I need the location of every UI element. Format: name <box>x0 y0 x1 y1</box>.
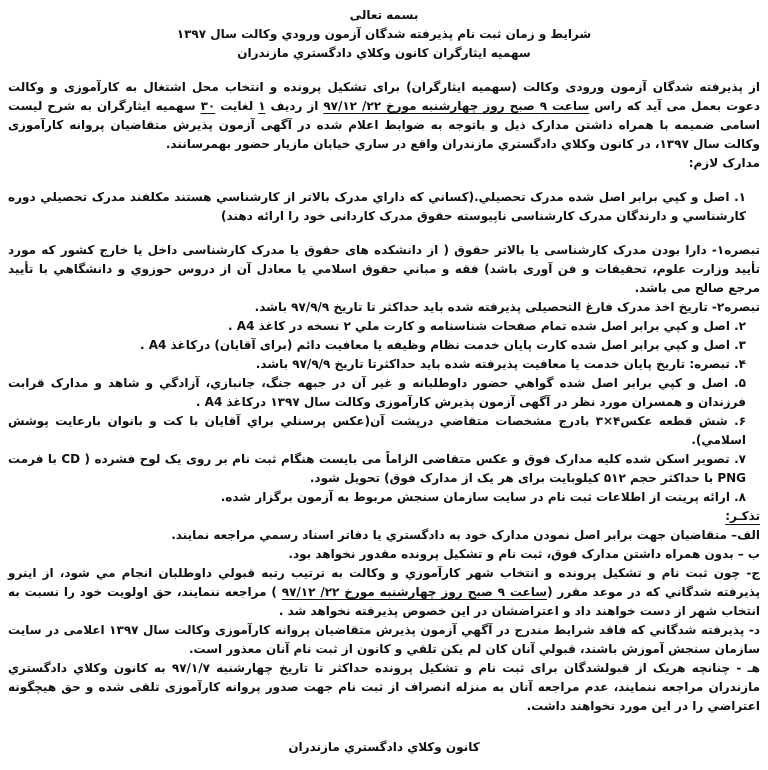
signature: کانون وکلاي دادگستري مازندران <box>288 740 480 754</box>
doc-item-1: ۱. اصل و کپي برابر اصل شده مدرک تحصیلي.(کساني که داراي مدرک بالاتر از کارشناسي هستند مکلفند مدرک تحصیلي دوره کارشناسي و دارندگان مدرک کارشناسی ناپیوسته حقوق مدرک کاردانی خود را ارائه دهند) <box>8 190 746 223</box>
intro-text-2: از ردیف <box>265 99 324 113</box>
doc-item-7: ۷. تصویر اسکن شده کلیه مدارک فوق و عکس متقاضی الزاماً می بایست هنگام ثبت نام بر روی یک لوح فشرده ( CD با فرمت PNG با حداکثر حجم ۵۱۲ کیلوبایت برای هر یک از مدارک فوق) تحویل شود. <box>8 452 746 485</box>
notice-item-c <box>8 564 760 621</box>
doc-item-5: ۵. اصل و کپي برابر اصل شده گواهي حضور داوطلبانه و غیر آن در جبهه جنگ، جانبازي، آزادگي و شاهد و مدارک قرابت فرزندان و همسران مورد نظر در آگهی آزمون پذیرش کارآموزی وکالت سال ۱۳۹۷ درکاغذ A4 . <box>8 376 746 409</box>
notices-heading: تذکـر: <box>725 509 760 523</box>
doc-item-2: ۲. اصل و کپي برابر اصل شده تمام صفحات شناسنامه و کارت ملي ۲ نسخه در کاغذ A4 . <box>228 319 746 333</box>
document-title-line1: شرایط و زمان ثبت نام پذیرفته شدگان آزمون ورودي وکالت سال ۱۳۹۷ <box>176 27 592 41</box>
notice-c-text-1: ج- چون ثبت نام و تشکیل پرونده و انتخاب شهر کارآموزي و وکالت به ترتیب رتبه قبولي داوطلبان انجام مي شود، از اینرو پذیرفته شدگاني که در موعد مقرر ( <box>8 566 761 599</box>
intro-paragraph <box>8 78 760 154</box>
doc-note-2: تبصره۲- تاریخ اخذ مدرک فارغ التحصیلی پذیرفته شده باید حداکثر تا تاریخ ۹۷/۹/۹ باشد. <box>254 300 760 314</box>
doc-item-6: ۶. شش قطعه عکس۴×۳ بادرج مشخصات متقاضي درپشت آن(عکس پرسنلي براي آقایان با کت و بانوان بارعایت پوشش اسلامي). <box>8 414 747 447</box>
intro-text-1: از پذیرفته شدگان آزمون ورودی وکالت (سهمیه ایثارگران) برای تشکیل پرونده و انتخاب محل اشتغال به کارآموزی و وکالت دعوت بعمل می آید که راس <box>8 80 761 113</box>
registration-datetime: ساعت ۹ صبح روز چهارشنبه مورخ ۲۲/ ۹۷/۱۲ <box>323 99 590 113</box>
notice-c-datetime: ساعت ۹ صبح روز چهارشنبه مورخ ۲۲/ ۹۷/۱۲ <box>281 585 548 599</box>
doc-note-1: تبصره۱- دارا بودن مدرک کارشناسی یا بالاتر حقوق ( از دانشکده های حقوق یا مدرک کارشناسی داخل یا خارج کشور که مورد تأیید وزارت علوم، تحقیقات و فن آوری باشد) فقه و مباني حقوق اسلامي یا معادل آن از دروس حوزوي و دانشگاهي با تأیید مرجع صالح می باشد. <box>8 243 760 295</box>
doc-item-3: ۳. اصل و کپي برابر اصل شده کارت پایان خدمت نظام وظیفه یا معافیت دائم (برای آقایان) درکاغذ A4 . <box>140 338 746 352</box>
document-title-line2: سهمیه ایثارگران کانون وکلاي دادگستري مازندران <box>237 46 531 60</box>
bismillah: بسمه تعالی <box>349 8 419 22</box>
intro-text-3: لغایت <box>215 99 259 113</box>
required-docs-heading: مدارک لازم: <box>688 156 760 170</box>
intro-text-4: سهمیه ایثارگران به شرح لیست اسامی ضمیمه با همراه داشتن مدارک ذیل و باتوجه به ضوابط اعلام شده در آگهی آزمون پذیرش متقاضیان پروانه کارآموزی وکالت سال ۱۳۹۷، در کانون وکلاي دادگستري مازندران واقع در ساري خیابان مازیار حضور بهمرسانند. <box>8 99 760 151</box>
notice-c-text-2: ) مراجعه ننمایند، حق اولویت خود را نسبت به انتخاب شهر از دست خواهند داد و اعتراضشان در این خصوص پذیرفته نخواهد شد . <box>8 585 760 618</box>
notice-item-d: د- پذیرفته شدگاني که فاقد شرایط مندرج در آگهي آزمون پذیرش متقاضیان پروانه کارآموزی وکالت سال ۱۳۹۷ اعلامی در سایت سازمان سنجش آموزش باشند، قبولي آنان کان لم یکن تلقي و کانون از ثبت نام آنان معذور است. <box>8 623 760 656</box>
row-to-number: ۳۰ <box>200 99 216 113</box>
notice-item-a: الف– متقاضیان جهت برابر اصل نمودن مدارک خود به دادگستري یا دفاتر اسناد رسمي مراجعه نمایند. <box>171 528 760 542</box>
doc-item-4: ۴. تبصره: تاریخ پایان خدمت یا معافیت پذیرفته شده باید حداکثرتا تاریخ ۹۷/۹/۹ باشد. <box>255 357 746 371</box>
doc-item-8: ۸. ارائه پرینت از اطلاعات ثبت نام در سایت سازمان سنجش مربوط به آزمون برگزار شده. <box>220 490 746 504</box>
notice-item-b: ب – بدون همراه داشتن مدارک فوق، ثبت نام و تشکیل پرونده مقدور نخواهد بود. <box>288 547 760 561</box>
notice-item-e: هـ - چنانچه هریک از قبولشدگان برای ثبت نام و تشکیل پرونده حداکثر تا تاریخ چهارشنبه ۹۷/۱/۷ به کانون وکلاي دادگستري مازندران مراجعه ننمایند، عدم مراجعه آنان به منزله انصراف از ثبت نام جهت صدور پروانه کارآموزی تلقی شده و حق هیچگونه اعتراضي را در این مورد نخواهند داشت. <box>8 661 760 713</box>
row-from-number: ۱ <box>258 99 266 113</box>
